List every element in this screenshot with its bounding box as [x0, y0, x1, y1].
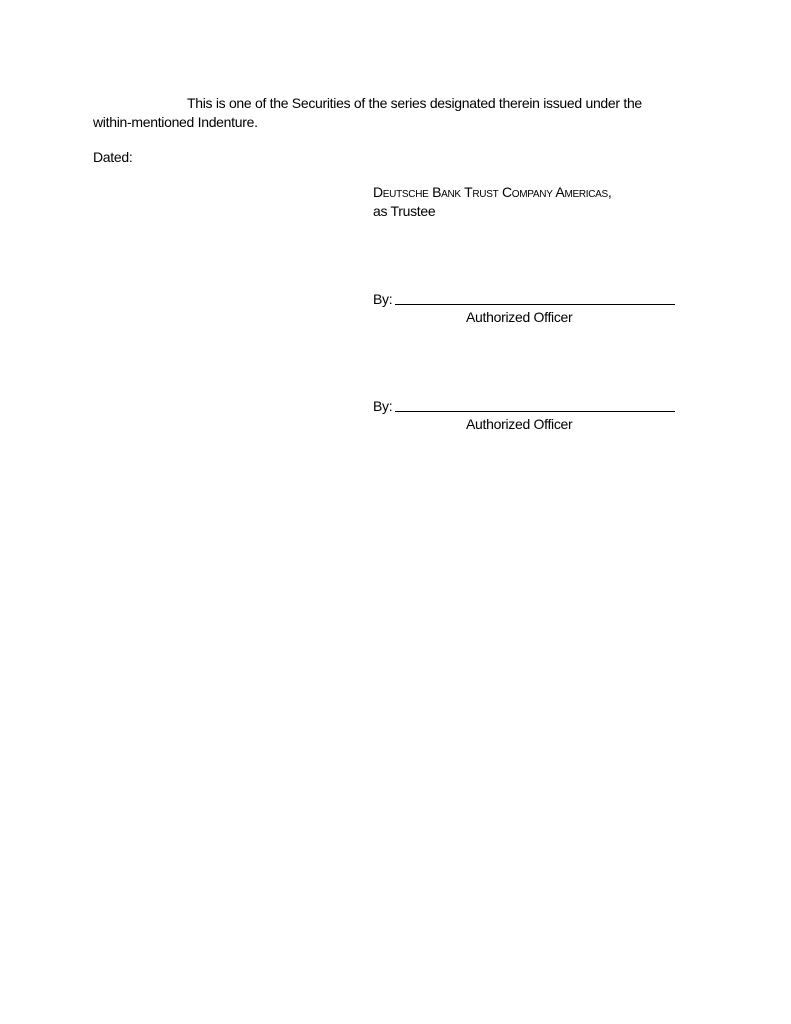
trustee-name: Deutsche Bank Trust Company Americas,: [373, 184, 612, 200]
signature-title: Authorized Officer: [466, 416, 573, 432]
signature-by-label: By:: [373, 291, 393, 307]
signature-title: Authorized Officer: [466, 309, 573, 325]
dated-label: Dated:: [93, 149, 133, 165]
certificate-text-line-1: This is one of the Securities of the series designated therein issued under the: [187, 95, 642, 111]
signature-line: [395, 304, 675, 305]
certificate-text-line-2: within-mentioned Indenture.: [93, 114, 258, 130]
trustee-capacity: as Trustee: [373, 203, 436, 219]
signature-line: [395, 411, 675, 412]
signature-by-label: By:: [373, 398, 393, 414]
